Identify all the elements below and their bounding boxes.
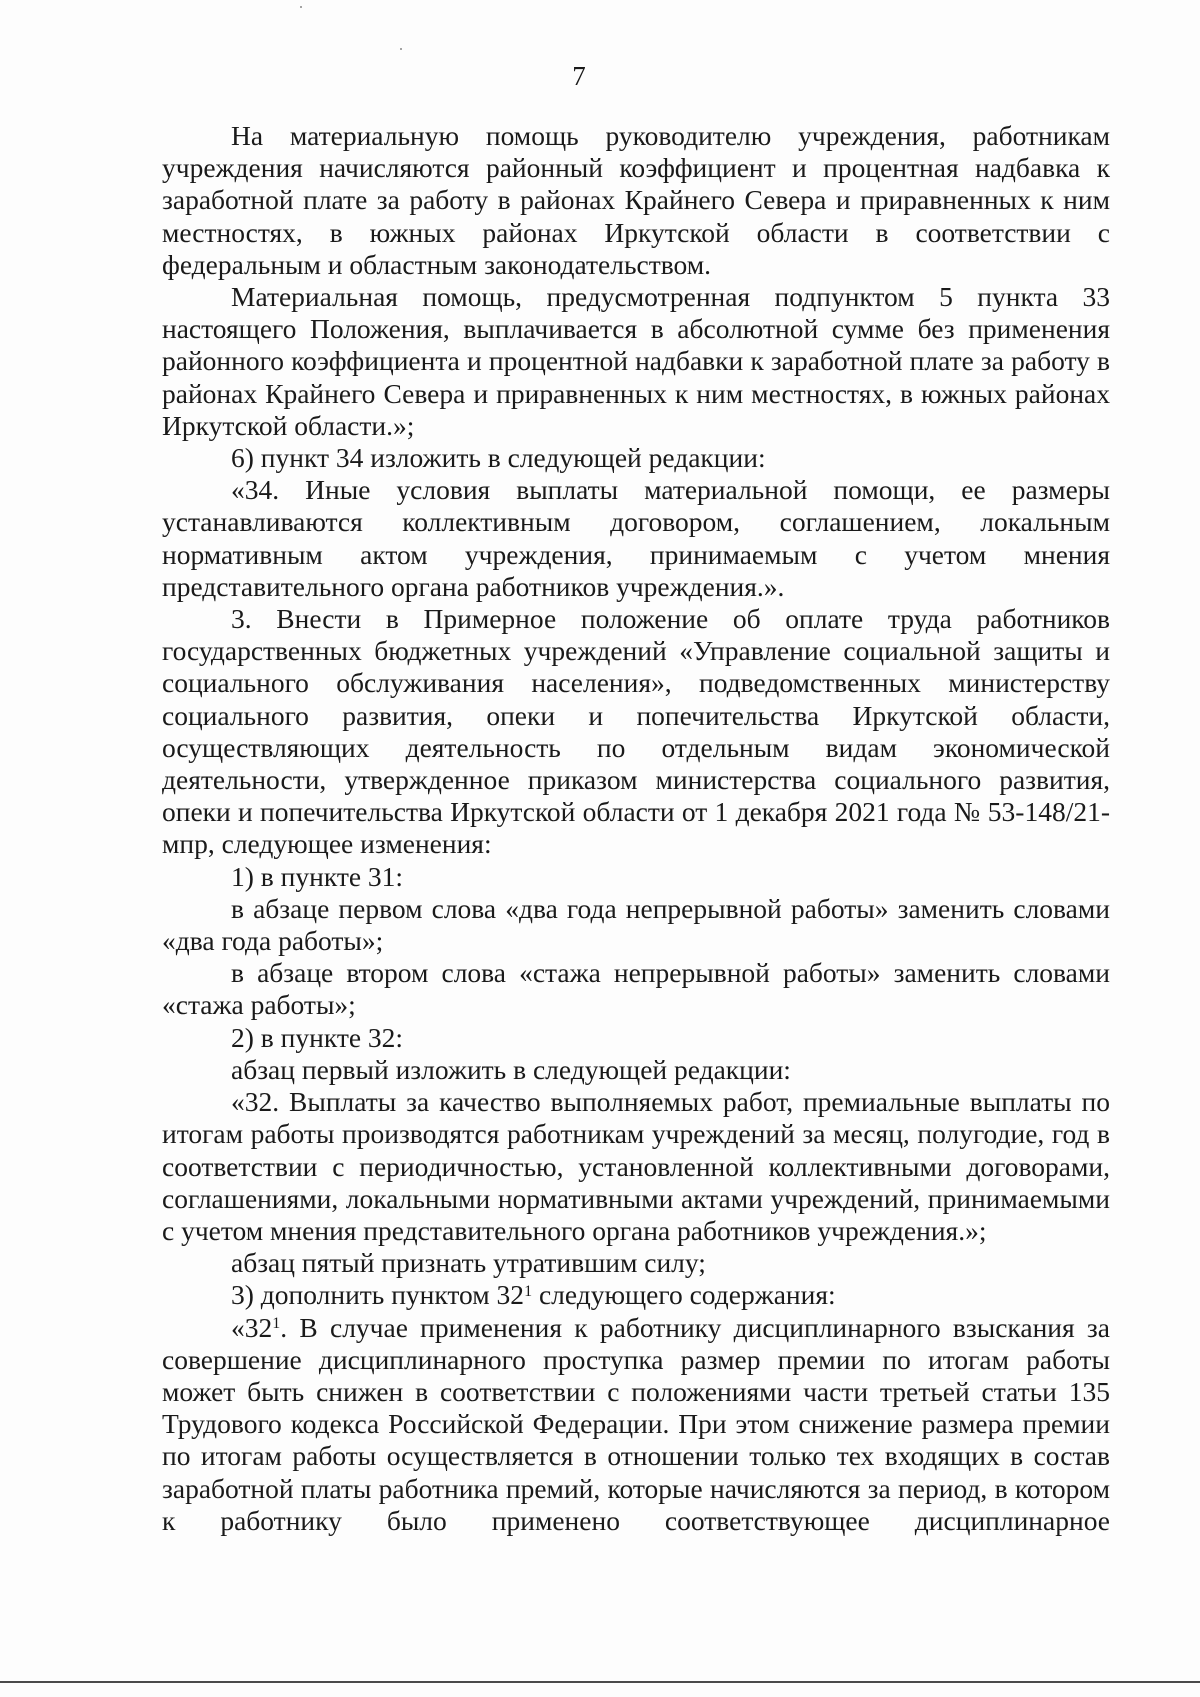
document-body — [162, 120, 1110, 1537]
paragraph-4: «34. Иные условия выплаты материальной помощи, ее размеры устанавливаются коллективным договором, соглашением, локальным нормативным актом учреждения, принимаемым с учетом мнения представительного органа работников учреждения.». — [162, 474, 1110, 602]
paragraph-3: 6) пункт 34 изложить в следующей редакции: — [231, 442, 766, 474]
scan-edge-line — [0, 1681, 1200, 1683]
paragraph-8: в абзаце втором слова «стажа непрерывной работы» заменить словами «стажа работы»; — [162, 957, 1110, 1021]
paragraph-10: абзац первый изложить в следующей редакции: — [231, 1053, 791, 1085]
paragraph-13 — [162, 1279, 1110, 1311]
quote-text: . В случае применения к работнику дисциплинарного взыскания за совершение дисциплинарного проступка размер премии по итогам работы может быть снижен в соответствии с положениями части третьей статьи 135 Трудового кодекса Российской Федерации. При этом снижение размера премии по итогам работы осуществляется в отношении только тех входящих в состав заработной платы работника премий, которые начисляются за период, в котором к работнику было применено соответствующее дисциплинарное — [162, 1311, 1110, 1536]
item-3-superscript: 1 — [524, 1283, 533, 1301]
paragraph-14 — [162, 1312, 1110, 1537]
paragraph-9: 2) в пункте 32: — [231, 1021, 404, 1053]
paragraph-7: в абзаце первом слова «два года непрерывной работы» заменить словами «два года работы»; — [162, 892, 1110, 957]
paragraph-12: абзац пятый признать утратившим силу; — [231, 1247, 706, 1279]
item-3-suffix: следующего содержания: — [532, 1279, 836, 1311]
page-number: 7 — [572, 61, 586, 91]
quote-prefix: «32 — [231, 1311, 273, 1343]
paragraph-2: Материальная помощь, предусмотренная подпунктом 5 пункта 33 настоящего Положения, выплачивается в абсолютной сумме без применения районного коэффициента и процентной надбавки к заработной плате за работу в районах Крайнего Севера и приравненных к ним местностях, в южных районах Иркутской области.»; — [162, 281, 1110, 441]
scan-speck — [300, 6, 302, 8]
paragraph-6: 1) в пункте 31: — [231, 860, 404, 892]
quote-superscript: 1 — [272, 1315, 281, 1333]
paragraph-1: На материальную помощь руководителю учреждения, работникам учреждения начисляются районный коэффициент и процентная надбавка к заработной плате за работу в районах Крайнего Севера и приравненных к ним местностях, в южных районах Иркутской области в соответствии с федеральным и областным законодательством. — [162, 120, 1110, 280]
paragraph-5: 3. Внести в Примерное положение об оплате труда работников государственных бюджетных учреждений «Управление социальной защиты и социального обслуживания населения», подведомственных министерству социального развития, опеки и попечительства Иркутской области, осуществляющих деятельность по отдельным видам экономической деятельности, утвержденное приказом министерства социального развития, опеки и попечительства Иркутской области от 1 декабря 2021 года № 53-148/21-мпр, следующее изменения: — [162, 603, 1110, 860]
scan-speck — [400, 48, 402, 50]
paragraph-11: «32. Выплаты за качество выполняемых работ, премиальные выплаты по итогам работы производятся работникам учреждений за месяц, полугодие, год в соответствии с периодичностью, установленной коллективными договорами, соглашениями, локальными нормативными актами учреждений, принимаемыми с учетом мнения представительного органа работников учреждения.»; — [162, 1086, 1110, 1246]
item-3-prefix: 3) дополнить пунктом 32 — [231, 1279, 525, 1311]
